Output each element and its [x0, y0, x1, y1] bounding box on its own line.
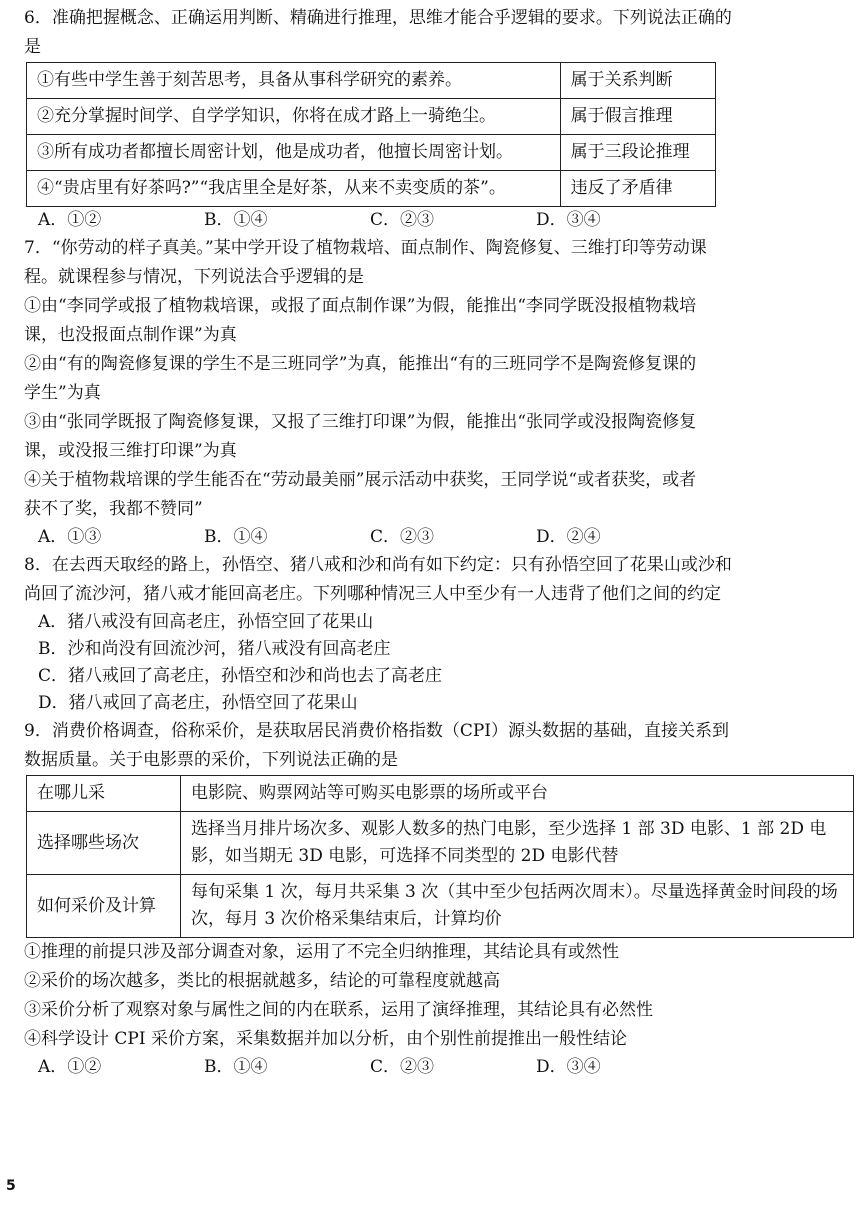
choice-c[interactable]: C．②③: [370, 527, 435, 547]
choice-c[interactable]: C．②③: [370, 1057, 435, 1077]
q6-stem-cont: 是: [24, 37, 41, 57]
q9-line: 9．消费价格调查，俗称采价，是获取居民消费价格指数（CPI）源头数据的基础，直接关系到: [24, 721, 729, 741]
q7-line: 7．“你劳动的样子真美。”某中学开设了植物栽培、面点制作、陶瓷修复、三维打印等劳动课: [24, 238, 707, 258]
q9-key: 选择哪些场次: [27, 812, 181, 875]
q7-statement-cont: 获不了奖，我都不赞同”: [24, 499, 203, 519]
table-row: [27, 812, 854, 875]
q8-line: 8．在去西天取经的路上，孙悟空、猪八戒和沙和尚有如下约定：只有孙悟空回了花果山或沙和: [24, 555, 732, 575]
q9-key: 如何采价及计算: [27, 875, 181, 938]
choice-b[interactable]: B．①④: [204, 210, 268, 230]
page-number: 5: [6, 1178, 16, 1194]
option-a[interactable]: A．猪八戒没有回高老庄，孙悟空回了花果山: [38, 612, 374, 632]
q9-value: 电影院、购票网站等可购买电影票的场所或平台: [181, 776, 854, 812]
question-7: [24, 234, 854, 551]
q9-table: [26, 775, 854, 938]
q6-choices: [24, 207, 854, 234]
exam-page: [24, 4, 854, 1081]
q6-judgment: 属于三段论推理: [560, 135, 715, 171]
q6-judgment: 属于关系判断: [560, 63, 715, 99]
q8-line: 尚回了流沙河，猪八戒才能回高老庄。下列哪种情况三人中至少有一人违背了他们之间的约定: [24, 584, 721, 604]
option-b[interactable]: B．沙和尚没有回流沙河，猪八戒没有回高老庄: [38, 639, 391, 659]
question-8: [24, 551, 854, 717]
option-c[interactable]: C．猪八戒回了高老庄，孙悟空和沙和尚也去了高老庄: [38, 666, 443, 686]
q9-line: 数据质量。关于电影票的采价，下列说法正确的是: [24, 750, 398, 770]
choice-d[interactable]: D．③④: [536, 1057, 601, 1077]
question-9: [24, 717, 854, 1081]
table-row: [27, 135, 716, 171]
table-row: [27, 171, 716, 207]
table-row: [27, 63, 716, 99]
table-row: [27, 776, 854, 812]
choice-c[interactable]: C．②③: [370, 210, 435, 230]
q6-statement: ③所有成功者都擅长周密计划，他是成功者，他擅长周密计划。: [27, 135, 561, 171]
q6-statement: ②充分掌握时间学、自学学知识，你将在成才路上一骑绝尘。: [27, 99, 561, 135]
q7-statement-cont: 课，也没报面点制作课”为真: [24, 325, 237, 345]
q6-judgment: 属于假言推理: [560, 99, 715, 135]
choice-d[interactable]: D．③④: [536, 210, 601, 230]
q9-statement: ①推理的前提只涉及部分调查对象，运用了不完全归纳推理，其结论具有或然性: [24, 942, 619, 962]
choice-a[interactable]: A．①③: [38, 527, 102, 547]
q7-choices: [24, 524, 854, 551]
q7-statement: ①由“李同学或报了植物栽培课，或报了面点制作课”为假，能推出“李同学既没报植物栽培: [24, 296, 697, 316]
table-row: [27, 99, 716, 135]
choice-a[interactable]: A．①②: [38, 210, 102, 230]
q9-value: 选择当月排片场次多、观影人数多的热门电影，至少选择 1 部 3D 电影、1 部 2D 电影，如当期无 3D 电影，可选择不同类型的 2D 电影代替: [181, 812, 854, 875]
choice-b[interactable]: B．①④: [204, 527, 268, 547]
choice-d[interactable]: D．②④: [536, 527, 601, 547]
q9-choices: [24, 1054, 854, 1081]
option-d[interactable]: D．猪八戒回了高老庄，孙悟空回了花果山: [38, 693, 358, 713]
q9-statement: ②采价的场次越多，类比的根据就越多，结论的可靠程度就越高: [24, 971, 500, 991]
q6-statement: ④“贵店里有好茶吗?”“我店里全是好茶，从来不卖变质的茶”。: [27, 171, 561, 207]
q7-statement: ③由“张同学既报了陶瓷修复课，又报了三维打印课”为假，能推出“张同学或没报陶瓷修复: [24, 412, 697, 432]
q9-key: 在哪儿采: [27, 776, 181, 812]
q7-statement: ④关于植物栽培课的学生能否在“劳动最美丽”展示活动中获奖，王同学说“或者获奖，或者: [24, 470, 697, 490]
q7-line: 程。就课程参与情况，下列说法合乎逻辑的是: [24, 267, 364, 287]
q7-statement-cont: 课，或没报三维打印课”为真: [24, 441, 237, 461]
q9-statement: ④科学设计 CPI 采价方案，采集数据并加以分析，由个别性前提推出一般性结论: [24, 1029, 627, 1049]
q9-statement: ③采价分析了观察对象与属性之间的内在联系，运用了演绎推理，其结论具有必然性: [24, 1000, 653, 1020]
choice-a[interactable]: A．①②: [38, 1057, 102, 1077]
q6-stem: 6．准确把握概念、正确运用判断、精确进行推理，思维才能合乎逻辑的要求。下列说法正确的: [24, 8, 732, 28]
q7-statement: ②由“有的陶瓷修复课的学生不是三班同学”为真，能推出“有的三班同学不是陶瓷修复课的: [24, 354, 697, 374]
q9-value: 每旬采集 1 次，每月共采集 3 次（其中至少包括两次周末）。尽量选择黄金时间段的场次，每月 3 次价格采集结束后，计算均价: [181, 875, 854, 938]
q6-statement: ①有些中学生善于刻苦思考，具备从事科学研究的素养。: [27, 63, 561, 99]
choice-b[interactable]: B．①④: [204, 1057, 268, 1077]
table-row: [27, 875, 854, 938]
q7-statement-cont: 学生”为真: [24, 383, 101, 403]
question-6: [24, 4, 854, 234]
q6-judgment: 违反了矛盾律: [560, 171, 715, 207]
q6-table: [26, 62, 716, 207]
